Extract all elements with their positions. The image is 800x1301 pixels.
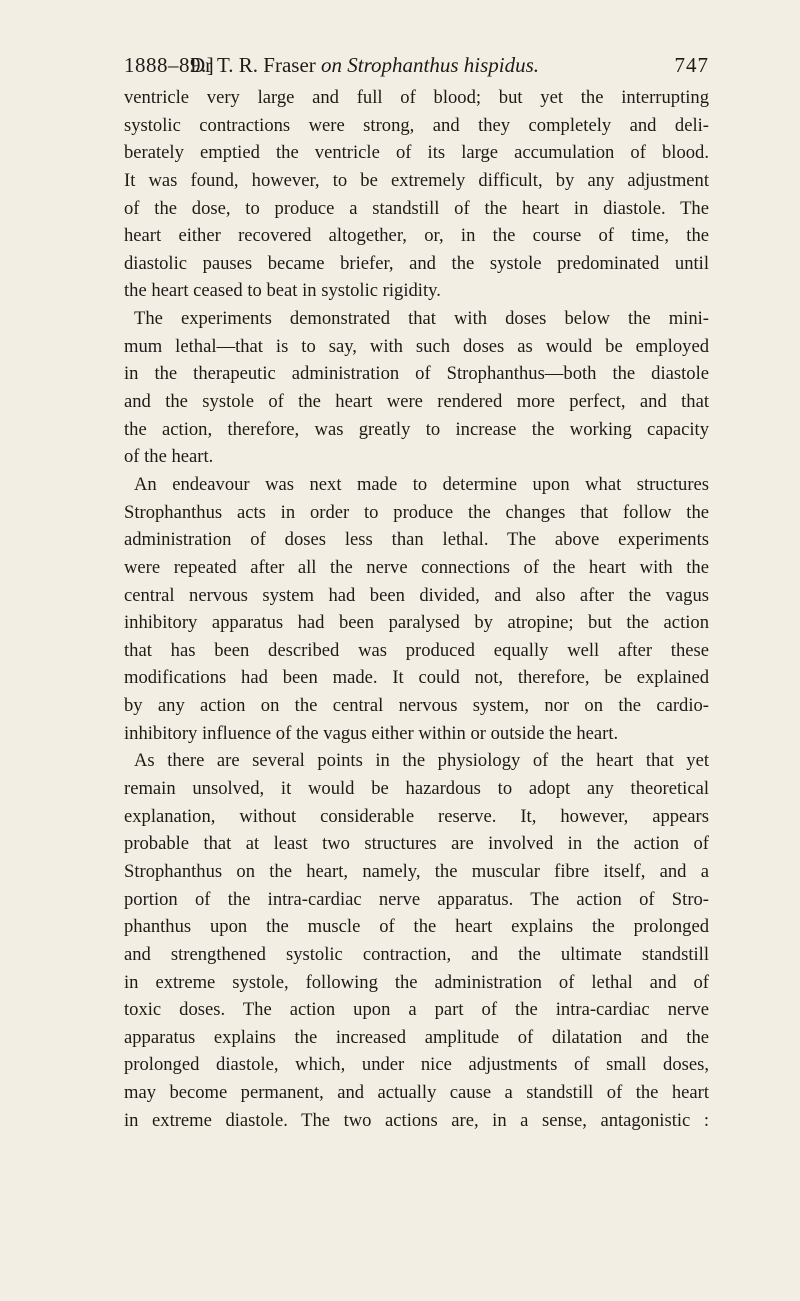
text-line: the action, therefore, was greatly to increase the working capacity (124, 418, 709, 440)
text-line: apparatus explains the increased amplitude of dilatation and the (124, 1026, 709, 1048)
text-line: toxic doses. The action upon a part of the intra-cardiac nerve (124, 999, 709, 1021)
text-line: probable that at least two structures are involved in the action of (124, 833, 709, 855)
running-head-title (190, 50, 539, 80)
text-line: diastolic pauses became briefer, and the systole predominated until (124, 252, 709, 274)
text-line: were repeated after all the nerve connections of the heart with the (124, 556, 709, 578)
paragraph (124, 305, 709, 471)
text-line: may become permanent, and actually cause a standstill of the heart (124, 1082, 709, 1104)
text-line: It was found, however, to be extremely difficult, by any adjustment (124, 169, 709, 191)
text-line: in extreme systole, following the administration of lethal and of (124, 971, 709, 993)
text-line: and strengthened systolic contraction, and the ultimate standstill (124, 943, 709, 965)
running-head-date: 1888–89.] (124, 53, 215, 77)
running-head-species: Strophanthus hispidus. (347, 53, 540, 77)
text-line: in the therapeutic administration of Strophanthus—both the diastole (124, 363, 709, 385)
text-line: in extreme diastole. The two actions are, in a sense, antagonistic : (124, 1109, 709, 1131)
text-line: phanthus upon the muscle of the heart explains the prolonged (124, 916, 709, 938)
text-line: of the dose, to produce a standstill of the heart in diastole. The (124, 197, 709, 219)
running-head-author: Dr T. R. Fraser (190, 53, 322, 77)
text-line: modifications had been made. It could not, therefore, be explained (124, 667, 709, 689)
body-text (124, 84, 709, 1134)
text-line: An endeavour was next made to determine upon what structures (134, 473, 709, 495)
text-line: administration of doses less than lethal. The above experiments (124, 529, 709, 551)
paragraph (124, 747, 709, 1134)
page-number: 747 (674, 53, 709, 77)
text-line: The experiments demonstrated that with doses below the mini- (134, 308, 709, 330)
text-line: that has been described was produced equally well after these (124, 639, 709, 661)
text-line: inhibitory influence of the vagus either within or outside the heart. (124, 722, 619, 744)
text-line: remain unsolved, it would be hazardous to adopt any theoretical (124, 778, 709, 800)
text-line: explanation, without considerable reserve. It, however, appears (124, 805, 709, 827)
paragraph (124, 471, 709, 747)
text-line: Strophanthus on the heart, namely, the muscular fibre itself, and a (124, 860, 709, 882)
text-line: central nervous system had been divided, and also after the vagus (124, 584, 709, 606)
text-line: and the systole of the heart were rendered more perfect, and that (124, 391, 709, 413)
text-line: Strophanthus acts in order to produce the changes that follow the (124, 501, 709, 523)
text-line: heart either recovered altogether, or, in the course of time, the (124, 225, 709, 247)
running-head-on: on (321, 53, 343, 77)
text-line: berately emptied the ventricle of its large accumulation of blood. (124, 142, 709, 164)
text-line: by any action on the central nervous system, nor on the cardio- (124, 695, 709, 717)
text-line: inhibitory apparatus had been paralysed by atropine; but the action (124, 612, 709, 634)
text-line: ventricle very large and full of blood; but yet the interrupting (124, 87, 709, 108)
text-line: portion of the intra-cardiac nerve apparatus. The action of Stro- (124, 888, 709, 910)
text-line: the heart ceased to beat in systolic rigidity. (124, 280, 441, 302)
text-line: systolic contractions were strong, and they completely and deli- (124, 114, 709, 136)
text-line: prolonged diastole, which, under nice adjustments of small doses, (124, 1054, 709, 1076)
text-line: As there are several points in the physiology of the heart that yet (134, 750, 709, 772)
paragraph (124, 84, 709, 305)
running-head (124, 50, 709, 80)
text-line: of the heart. (124, 446, 214, 468)
text-line: mum lethal—that is to say, with such doses as would be employed (124, 335, 709, 357)
